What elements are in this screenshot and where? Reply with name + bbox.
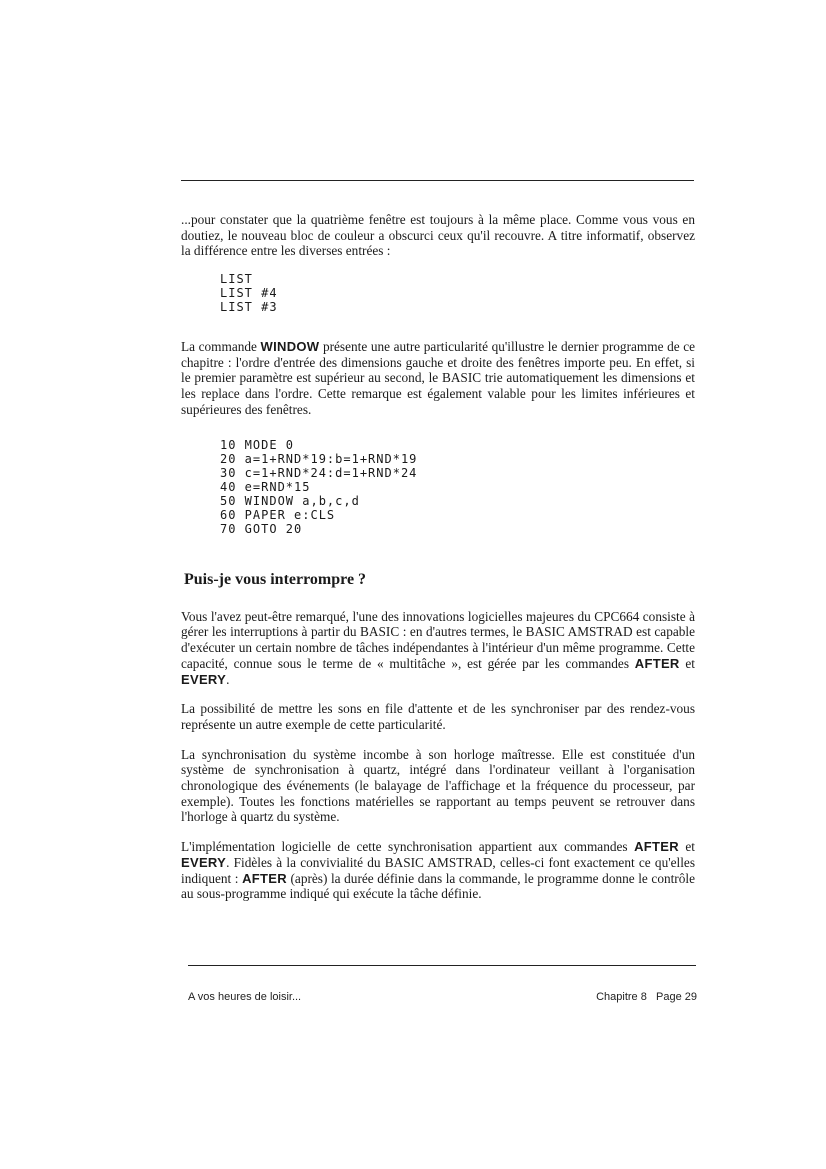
code-line: 40 e=RND*15	[220, 480, 311, 495]
text-span: .	[226, 671, 230, 687]
code-line: LIST #3	[220, 299, 278, 314]
code-line: 10 MODE 0	[220, 438, 295, 453]
code-line: LIST	[220, 272, 253, 287]
page-body	[181, 212, 695, 916]
interrupt-paragraph	[181, 609, 695, 688]
code-line: 60 PAPER e:CLS	[220, 507, 336, 522]
code-line: 50 WINDOW a,b,c,d	[220, 493, 360, 508]
section-heading: Puis-je vous interrompre ?	[184, 570, 367, 588]
top-rule	[181, 180, 694, 181]
keyword-every: EVERY	[181, 671, 227, 687]
footer-page-number: Chapitre 8 Page 29	[596, 991, 697, 1003]
keyword-window: WINDOW	[260, 338, 320, 354]
text-span: L'implémentation logicielle de cette synchronisation appartient aux commandes	[181, 839, 635, 855]
list-code-block	[181, 273, 695, 315]
keyword-after: AFTER	[634, 655, 680, 671]
sound-paragraph: La possibilité de mettre les sons en file d'attente et de les synchroniser par des rendez-vous représente un autre exemple de cette particularité.	[181, 701, 695, 732]
code-line: 30 c=1+RND*24:d=1+RND*24	[220, 466, 418, 481]
keyword-every: EVERY	[181, 854, 227, 870]
text-span: La commande	[181, 338, 261, 354]
bottom-rule	[188, 965, 696, 966]
text-span: . Fidèles à la convivialité du BASIC AMSTRAD, celles-ci font exactement ce qu'elles indiquent :	[181, 854, 695, 886]
intro-paragraph: ...pour constater que la quatrième fenêtre est toujours à la même place. Comme vous vous en doutiez, le nouveau bloc de couleur a obscurci ceux qu'il recouvre. A titre informatif, observez la différence entre les diverses entrées :	[181, 212, 695, 259]
program-code-block	[181, 439, 695, 536]
implementation-paragraph	[181, 839, 695, 902]
code-line: 70 GOTO 20	[220, 521, 303, 536]
keyword-after: AFTER	[242, 870, 287, 886]
text-span: et	[678, 839, 696, 855]
sync-paragraph: La synchronisation du système incombe à son horloge maîtresse. Elle est constituée d'un système de synchronisation à quartz, intégré dans l'ordinateur veillant à l'organisation chronologique des événements (le balayage de l'affichage et la fréquence du processeur, par exemple). Toutes les fonctions matérielles se rapportant au temps peuvent se retrouver dans l'horloge à quartz du système.	[181, 746, 695, 825]
text-span: et	[679, 655, 695, 671]
text-span: présente une autre particularité qu'illustre le dernier programme de ce chapitre : l'ordre d'entrée des dimensions gauche et droite des fenêtres importe peu. En effet, si le premier paramètre est supérieur au second, le BASIC trie automatiquement les dimensions et les replace dans l'ordre. Cette remarque est également valable pour les limites inférieures et supérieures des fenêtres.	[181, 338, 695, 417]
window-paragraph	[181, 339, 695, 418]
text-span: (après) la durée définie dans la commande, le programme donne le contrôle au sous-programme indiqué qui exécute la tâche définie.	[181, 870, 695, 902]
keyword-after: AFTER	[634, 839, 679, 855]
text-span: Vous l'avez peut-être remarqué, l'une des innovations logicielles majeures du CPC664 consiste à gérer les interruptions à partir du BASIC : en d'autres termes, le BASIC AMSTRAD est capable d'exécuter un certain nombre de tâches indépendantes à l'intérieur d'un même programme. Cette capacité, connue sous le terme de « multitâche », est gérée par les commandes	[181, 608, 695, 671]
footer-left-text: A vos heures de loisir...	[188, 991, 302, 1003]
code-line: 20 a=1+RND*19:b=1+RND*19	[220, 452, 418, 467]
code-line: LIST #4	[220, 286, 278, 301]
